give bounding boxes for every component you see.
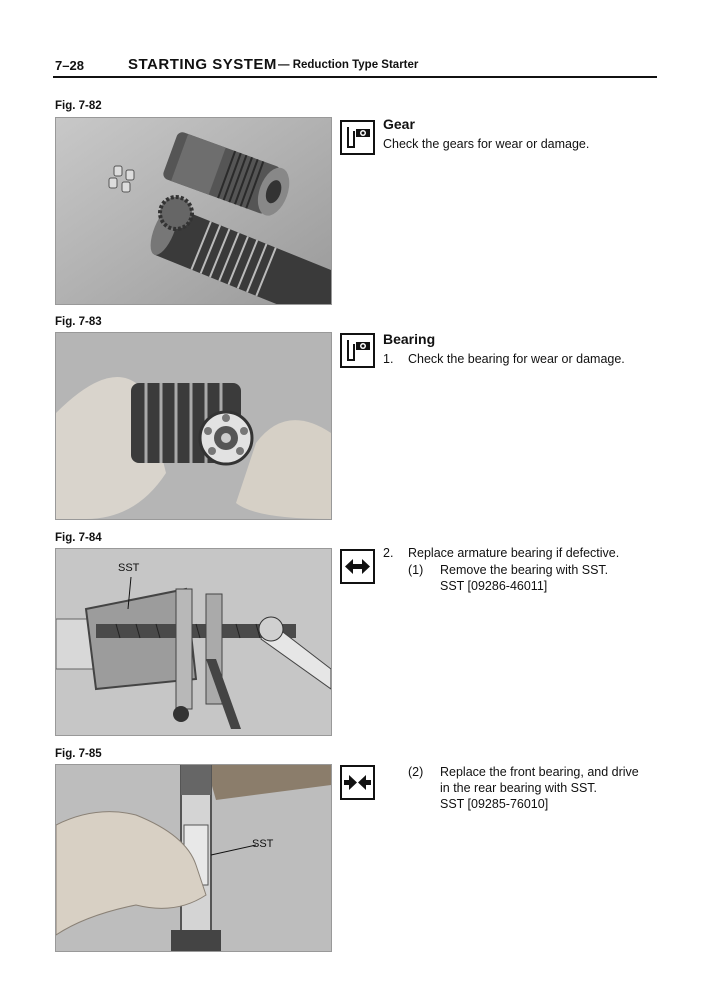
- figure-photo-driver: [55, 764, 332, 952]
- substep-number: (1): [408, 563, 424, 577]
- figure-label: Fig. 7-83: [55, 316, 102, 328]
- sst-number: SST [09285-76010]: [440, 797, 549, 811]
- figure-photo-gears: [55, 117, 332, 305]
- substep-text: Remove the bearing with SST.: [440, 563, 609, 577]
- section-text: Check the gears for wear or damage.: [383, 137, 590, 151]
- section-title-bearing: Bearing: [383, 331, 436, 347]
- substep-text: Replace the front bearing, and drive: [440, 765, 639, 779]
- figure-label: Fig. 7-85: [55, 748, 102, 760]
- figure-photo-puller: [55, 548, 332, 736]
- figure-callout: SST: [252, 838, 274, 850]
- figure-label: Fig. 7-82: [55, 100, 102, 112]
- header-rule: [53, 76, 657, 78]
- substep-text: in the rear bearing with SST.: [440, 781, 598, 795]
- inspect-icon: [340, 120, 375, 155]
- figure-label: Fig. 7-84: [55, 532, 102, 544]
- step-number: 2.: [383, 546, 394, 560]
- install-icon: [340, 765, 375, 800]
- page-number: 7–28: [55, 58, 84, 73]
- figure-photo-bearing: [55, 332, 332, 520]
- remove-icon: [340, 549, 375, 584]
- step-text: Replace armature bearing if defective.: [408, 546, 620, 560]
- sst-number: SST [09286-46011]: [440, 579, 548, 593]
- section-title-gear: Gear: [383, 116, 415, 132]
- inspect-icon: [340, 333, 375, 368]
- page-subtitle: — Reduction Type Starter: [278, 59, 419, 71]
- step-text: Check the bearing for wear or damage.: [408, 352, 625, 366]
- page-title: STARTING SYSTEM: [128, 56, 277, 73]
- step-number: 1.: [383, 352, 394, 366]
- figure-callout: SST: [118, 562, 140, 574]
- substep-number: (2): [408, 765, 424, 779]
